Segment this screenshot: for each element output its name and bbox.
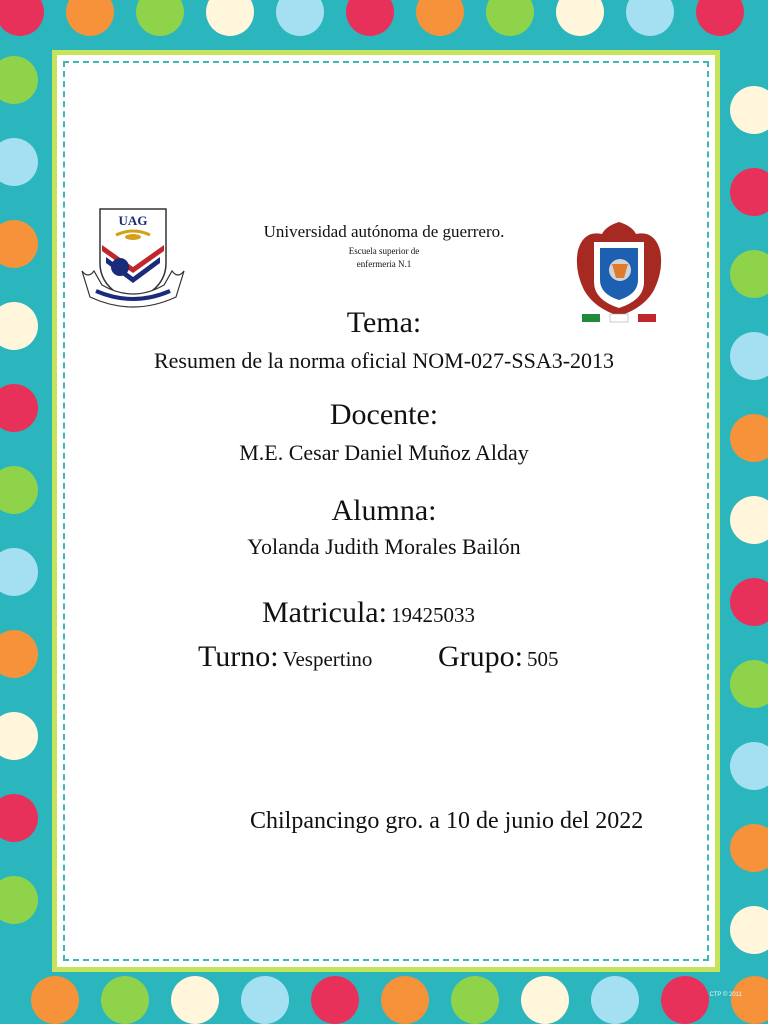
grupo-value: 505 — [527, 647, 559, 671]
polka-dot — [521, 976, 569, 1024]
school-line-1: Escuela superior de — [348, 246, 420, 256]
polka-dot — [0, 794, 38, 842]
grupo-row — [438, 640, 559, 674]
polka-dot — [241, 976, 289, 1024]
polka-dot — [626, 0, 674, 36]
polka-dot — [730, 824, 768, 872]
polka-dot — [416, 0, 464, 36]
tema-label: Tema: — [346, 306, 422, 339]
polka-dot — [171, 976, 219, 1024]
uag-logo-text: UAG — [118, 213, 148, 228]
polka-dot — [730, 742, 768, 790]
turno-value: Vespertino — [282, 647, 373, 671]
alumna-value: Yolanda Judith Morales Bailón — [247, 534, 521, 559]
turno-row — [198, 640, 372, 674]
tema-value: Resumen de la norma oficial NOM-027-SSA3-2013 — [153, 348, 615, 373]
polka-dot — [206, 0, 254, 36]
matricula-value: 19425033 — [390, 603, 475, 627]
polka-dot — [311, 976, 359, 1024]
place-date: Chilpancingo gro. a 10 de junio del 2022 — [250, 808, 644, 834]
alumna-label: Alumna: — [331, 494, 437, 527]
polka-dot — [0, 56, 38, 104]
polka-dot — [0, 0, 44, 36]
polka-dot — [0, 876, 38, 924]
polka-dot — [101, 976, 149, 1024]
polka-dot — [730, 578, 768, 626]
polka-dot — [730, 906, 768, 954]
polka-dot — [730, 86, 768, 134]
docente-value: M.E. Cesar Daniel Muñoz Alday — [239, 440, 529, 465]
polka-dot — [730, 168, 768, 216]
polka-dot — [346, 0, 394, 36]
matricula-row — [262, 596, 475, 630]
polka-dot — [731, 976, 768, 1024]
docente-label: Docente: — [329, 398, 439, 431]
polka-dot — [31, 976, 79, 1024]
polka-dot — [0, 712, 38, 760]
polka-dot — [0, 630, 38, 678]
grupo-label: Grupo: — [438, 640, 523, 673]
turno-label: Turno: — [198, 640, 279, 673]
matricula-label: Matricula: — [262, 596, 387, 629]
polka-dot — [486, 0, 534, 36]
polka-dot — [381, 976, 429, 1024]
copyright-note: CTP © 2011 — [709, 992, 742, 998]
university-name: Universidad autónoma de guerrero. — [263, 222, 505, 241]
school-line-2: enfermeria N.1 — [356, 259, 412, 269]
polka-dot — [0, 138, 38, 186]
polka-dot — [276, 0, 324, 36]
polka-dot — [136, 0, 184, 36]
polka-dot — [66, 0, 114, 36]
polka-dot — [696, 0, 744, 36]
polka-dot — [451, 976, 499, 1024]
polka-dot — [730, 660, 768, 708]
polka-dot — [661, 976, 709, 1024]
polka-dot — [591, 976, 639, 1024]
polka-dot — [556, 0, 604, 36]
